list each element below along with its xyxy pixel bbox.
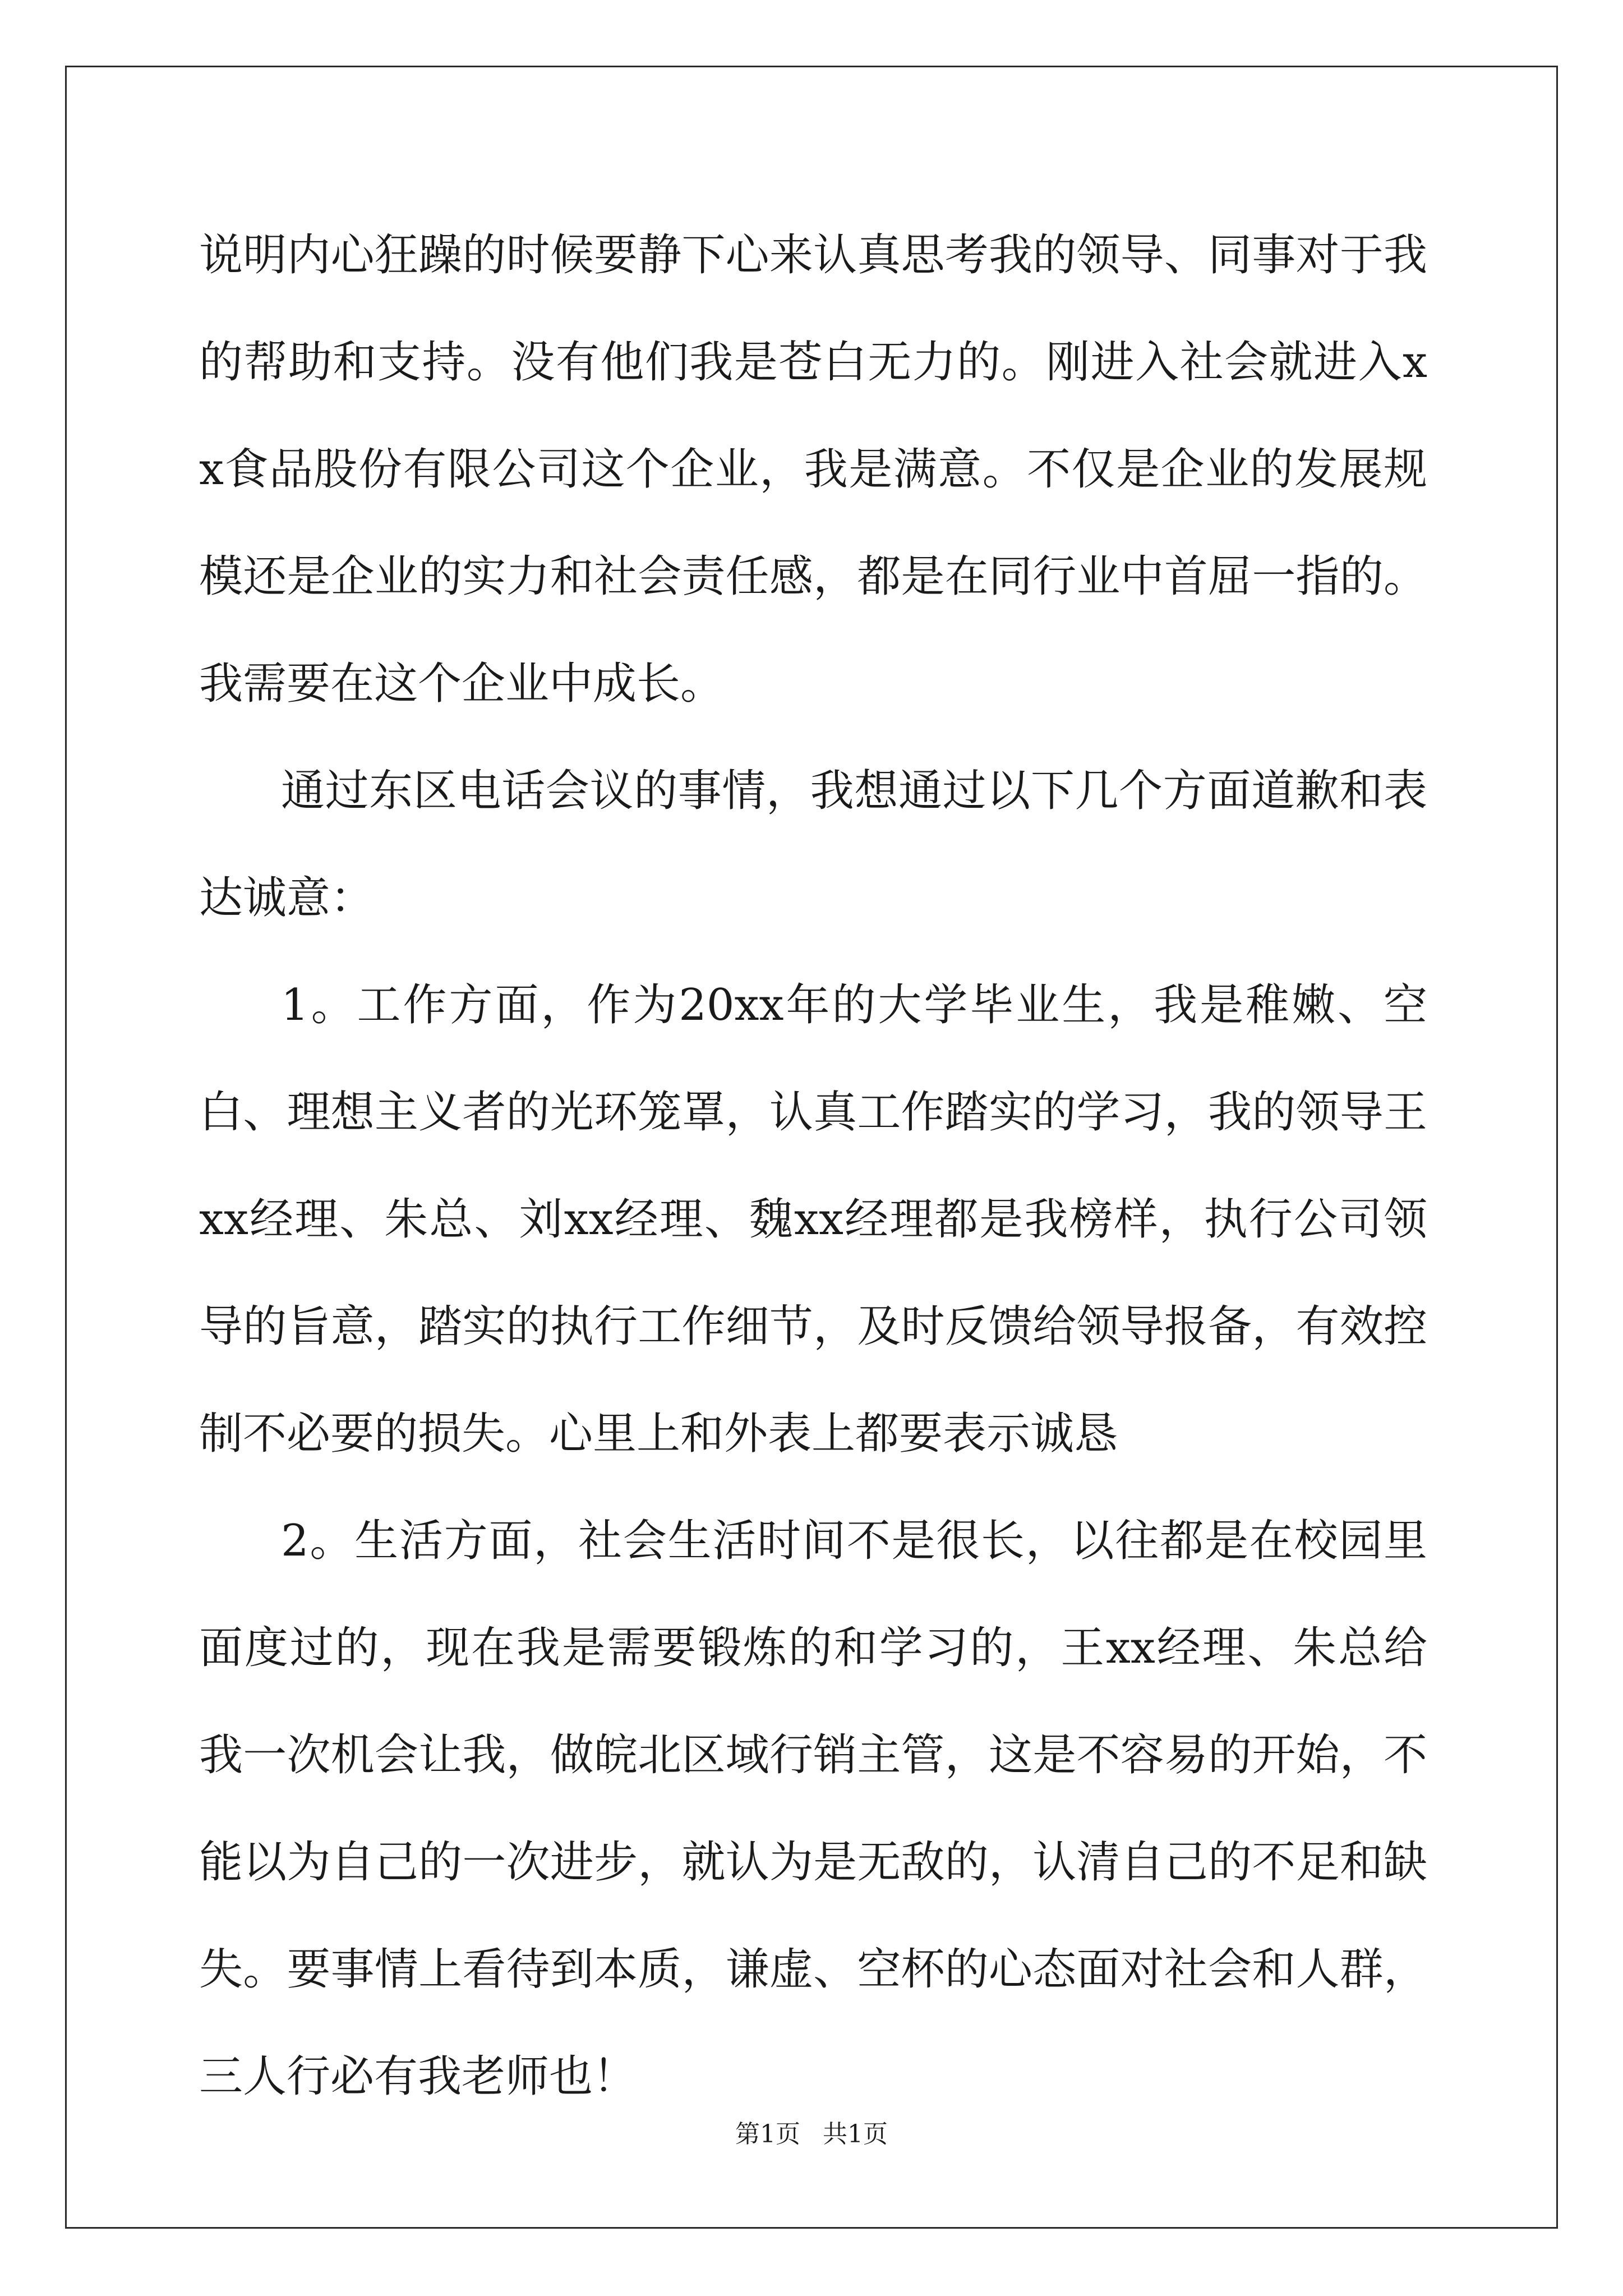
paragraph-3: 1。工作方面，作为20xx年的大学毕业生，我是稚嫩、空白、理想主义者的光环笼罩，认真工作踏实的学习，我的领导王xx经理、朱总、刘xx经理、魏xx经理都是我榜样，执行公司领导的旨意，踏实的执行工作细节，及时反馈给领导报备，有效控制不必要的损失。心里上和外表上都要表示诚恳 (199, 980, 1427, 1459)
page-number-total: 共1页 (823, 2120, 888, 2148)
paragraph-2: 通过东区电话会议的事情，我想通过以下几个方面道歉和表达诚意： (199, 766, 1427, 923)
paragraph-1: 说明内心狂躁的时候要静下心来认真思考我的领导、同事对于我的帮助和支持。没有他们我是苍白无力的。刚进入社会就进入xx食品股份有限公司这个企业，我是满意。不仅是企业的发展规模还是企业的实力和社会责任感，都是在同行业中首屈一指的。我需要在这个企业中成长。 (199, 230, 1427, 709)
page-number-current: 第1页 (735, 2120, 800, 2148)
document-body (199, 202, 1427, 2131)
paragraph-4: 2。生活方面，社会生活时间不是很长，以往都是在校园里面度过的，现在我是需要锻炼的和学习的，王xx经理、朱总给我一次机会让我，做皖北区域行销主管，这是不容易的开始，不能以为自己的一次进步，就认为是无敌的，认清自己的不足和缺失。要事情上看待到本质，谦虚、空杯的心态面对社会和人群，三人行必有我老师也！ (199, 1516, 1427, 2102)
page-footer (0, 2118, 1623, 2151)
